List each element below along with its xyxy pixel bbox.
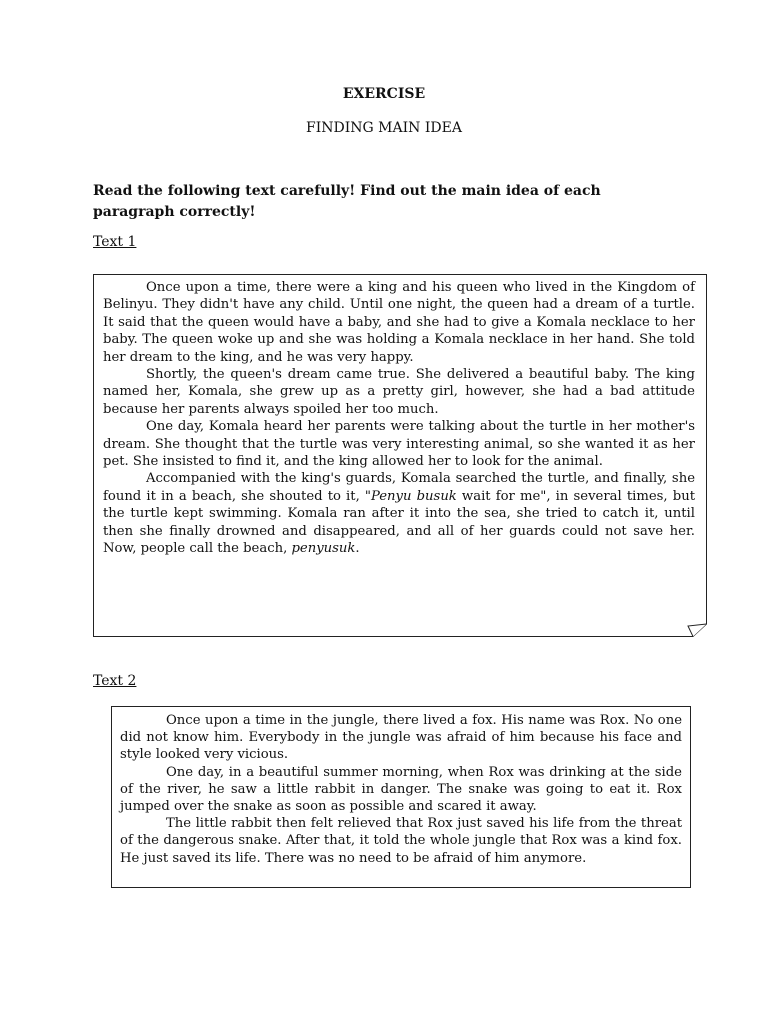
text2-label: Text 2 — [93, 673, 137, 689]
text2-paragraph-1: Once upon a time in the jungle, there lived a fox. His name was Rox. No one did not know him. Everybody in the jungle was afraid of him because his face and style looked very vicious. — [120, 713, 682, 763]
text1-paragraph-4: Accompanied with the king's guards, Komala searched the turtle, and finally, she found it in a beach, she shouted to it, "Penyu busuk wait for me", in several times, but the turtle kept swimming. Komala ran after it into the sea, she tried to catch it, until then she finally drowned and disappeared, and all of her guards could not save her. Now, people call the beach, penyusuk. — [103, 471, 695, 557]
text2-content — [120, 712, 682, 867]
text1-content — [103, 279, 695, 558]
text2-paragraph-3: The little rabbit then felt relieved that Rox just saved his life from the threat of the dangerous snake. After that, it told the whole jungle that Rox was a kind fox. He just saved its life. There was no need to be afraid of him anymore. — [120, 816, 682, 866]
text1-label: Text 1 — [93, 234, 137, 250]
exercise-title: EXERCISE — [342, 86, 426, 102]
penyusuk-word: penyusuk — [291, 541, 356, 557]
text1-paragraph-1: Once upon a time, there were a king and his queen who lived in the Kingdom of Belinyu. They didn't have any child. Until one night, the queen had a dream of a turtle. It said that the queen would have a baby, and she had to give a Komala necklace to her baby. The queen woke up and she was holding a Komala necklace in her hand. She told her dream to the king, and he was very happy. — [103, 280, 695, 365]
text2-box — [111, 706, 691, 888]
text1-paragraph-2: Shortly, the queen's dream came true. She delivered a beautiful baby. The king named her, Komala, she grew up as a pretty girl, however, she had a bad attitude because her parents always spoiled her too much. — [103, 367, 695, 417]
instruction-text: Read the following text carefully! Find out the main idea of each paragraph correctly! — [93, 183, 601, 220]
penyu-busuk-phrase: Penyu busuk — [370, 488, 457, 504]
text1-box — [93, 274, 707, 637]
exercise-subtitle: FINDING MAIN IDEA — [306, 120, 462, 136]
text2-paragraph-2: One day, in a beautiful summer morning, when Rox was drinking at the side of the river, he saw a little rabbit in danger. The snake was going to eat it. Rox jumped over the snake as soon as possible and scared it away. — [120, 764, 682, 815]
text1-paragraph-3: One day, Komala heard her parents were talking about the turtle in her mother's dream. She thought that the turtle was very interesting animal, so she wanted it as her pet. She insisted to find it, and the king allowed her to look for the animal. — [103, 419, 695, 470]
